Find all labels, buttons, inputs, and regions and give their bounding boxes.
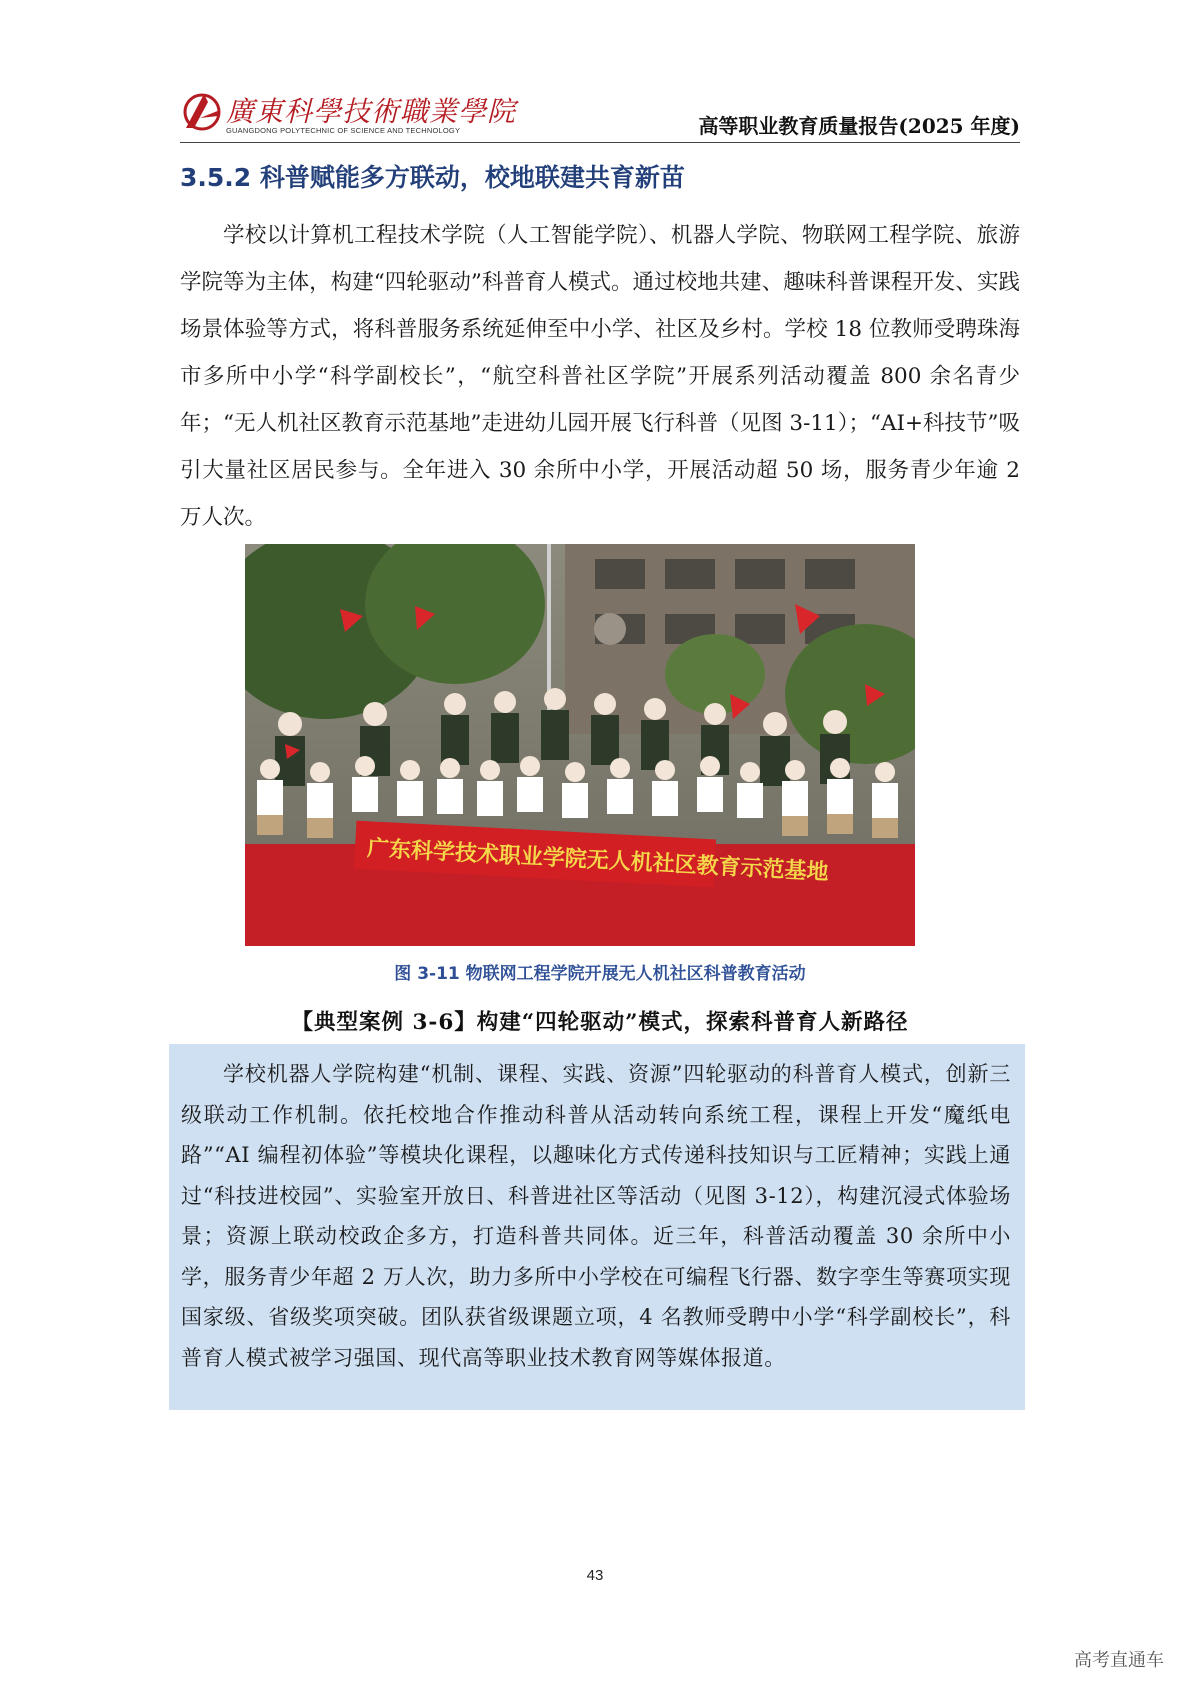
section-paragraph: 学校以计算机工程技术学院（人工智能学院）、机器人学院、物联网工程学院、旅游学院等为主体，构建“四轮驱动”科普育人模式。通过校地共建、趣味科普课程开发、实践场景体验等方式，将科普服务系统延伸至中小学、社区及乡村。学校 18 位教师受聘珠海市多所中小学“科学副校长”，“航空科普社区学院”开展系列活动覆盖 800 余名青少年；“无人机社区教育示范基地”走进幼儿园开展飞行科普（见图 3-11）；“AI+科技节”吸引大量社区居民参与。全年进入 30 余所中小学，开展活动超 50 场，服务青少年逾 2 万人次。 — [180, 223, 1020, 530]
banner-text: 广东科学技术职业学院无人机社区教育示范基地 — [366, 836, 830, 886]
school-logo — [180, 88, 630, 140]
school-emblem-icon — [180, 88, 226, 134]
case-box — [169, 1044, 1025, 1410]
page-number: 43 — [586, 1567, 604, 1584]
watermark: 高考直通车 — [1074, 1650, 1164, 1671]
page-header — [180, 82, 1020, 146]
logo-english-name: GUANGDONG POLYTECHNIC OF SCIENCE AND TECHNOLOGY — [226, 126, 461, 135]
logo-chinese-name: 廣東科學技術職業學院 — [226, 95, 517, 128]
header-divider — [180, 142, 1020, 143]
section-heading: 3.5.2 科普赋能多方联动，校地联建共育新苗 — [180, 163, 685, 192]
group-photo-illustration — [245, 544, 915, 946]
event-photo — [245, 544, 915, 946]
figure-caption: 图 3-11 物联网工程学院开展无人机社区科普教育活动 — [394, 964, 806, 984]
report-title: 高等职业教育质量报告(2025 年度) — [698, 114, 1020, 138]
case-text: 学校机器人学院构建“机制、课程、实践、资源”四轮驱动的科普育人模式，创新三级联动工作机制。依托校地合作推动科普从活动转向系统工程，课程上开发“魔纸电路”“AI 编程初体验”等模块化课程，以趣味化方式传递科技知识与工匠精神；实践上通过“科技进校园”、实验室开放日、科普进社区等活动（见图 3-12），构建沉浸式体验场景；资源上联动校政企多方，打造科普共同体。近三年，科普活动覆盖 30 余所中小学，服务青少年超 2 万人次，助力多所中小学校在可编程飞行器、数字孪生等赛项实现国家级、省级奖项突破。团队获省级课题立项，4 名教师受聘中小学“科学副校长”，科普育人模式被学习强国、现代高等职业技术教育网等媒体报道。 — [181, 1062, 1011, 1370]
case-title: 【典型案例 3-6】构建“四轮驱动”模式，探索科普育人新路径 — [291, 1010, 909, 1035]
